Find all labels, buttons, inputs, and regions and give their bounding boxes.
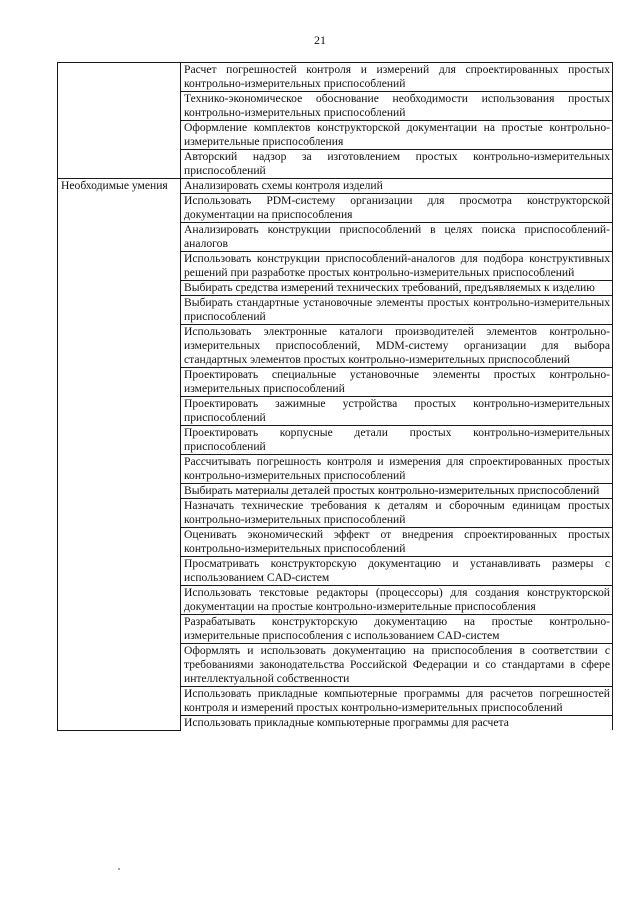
item-text-cell: Проектировать корпусные детали простых контрольно-измерительных приспособлений bbox=[181, 426, 613, 455]
item-text-cell: Технико-экономическое обоснование необходимости использования простых контрольно-измерительных приспособлений bbox=[181, 92, 613, 121]
item-text-cell: Проектировать специальные установочные элементы простых контрольно-измерительных приспособлений bbox=[181, 368, 613, 397]
section-label-cell bbox=[58, 63, 181, 179]
item-text-cell: Использовать PDM-систему организации для просмотра конструкторской документации на приспособления bbox=[181, 194, 613, 223]
item-text-cell: Оформлять и использовать документацию на приспособления в соответствии с требованиями законодательства Российской Федерации и со стандартами в сфере интеллектуальной собственности bbox=[181, 644, 613, 687]
scan-speck bbox=[118, 868, 120, 870]
item-text-cell: Использовать прикладные компьютерные программы для расчетов погрешностей контроля и измерений простых контрольно-измерительных приспособлений bbox=[181, 687, 613, 716]
item-text-cell: Анализировать схемы контроля изделий bbox=[181, 179, 613, 194]
item-text-cell: Проектировать зажимные устройства простых контрольно-измерительных приспособлений bbox=[181, 397, 613, 426]
competency-table bbox=[57, 62, 613, 731]
item-text-cell: Использовать прикладные компьютерные программы для расчета bbox=[181, 716, 613, 731]
item-text-cell: Расчет погрешностей контроля и измерений для спроектированных простых контрольно-измерительных приспособлений bbox=[181, 63, 613, 92]
item-text-cell: Анализировать конструкции приспособлений в целях поиска приспособлений-аналогов bbox=[181, 223, 613, 252]
table-body bbox=[58, 63, 613, 731]
item-text-cell: Авторский надзор за изготовлением простых контрольно-измерительных приспособлений bbox=[181, 150, 613, 179]
item-text-cell: Назначать технические требования к деталям и сборочным единицам простых контрольно-измерительных приспособлений bbox=[181, 499, 613, 528]
table-row bbox=[58, 63, 613, 92]
section-label-cell: Необходимые умения bbox=[58, 179, 181, 731]
item-text-cell: Выбирать средства измерений технических требований, предъявляемых к изделию bbox=[181, 281, 613, 296]
page-number: 21 bbox=[314, 33, 326, 47]
item-text-cell: Использовать конструкции приспособлений-аналогов для подбора конструктивных решений при разработке простых контрольно-измерительных приспособлений bbox=[181, 252, 613, 281]
item-text-cell: Просматривать конструкторскую документацию и устанавливать размеры с использованием CAD-систем bbox=[181, 557, 613, 586]
item-text-cell: Рассчитывать погрешность контроля и измерения для спроектированных простых контрольно-измерительных приспособлений bbox=[181, 455, 613, 484]
item-text-cell: Выбирать материалы деталей простых контрольно-измерительных приспособлений bbox=[181, 484, 613, 499]
item-text-cell: Использовать электронные каталоги производителей элементов контрольно-измерительных приспособлений, MDM-систему организации для выбора стандартных элементов простых контрольно-измерительных приспособлений bbox=[181, 325, 613, 368]
item-text-cell: Выбирать стандартные установочные элементы простых контрольно-измерительных приспособлений bbox=[181, 296, 613, 325]
item-text-cell: Разрабатывать конструкторскую документацию на простые контрольно-измерительные приспособления с использованием CAD-систем bbox=[181, 615, 613, 644]
item-text-cell: Использовать текстовые редакторы (процессоры) для создания конструкторской документации на простые контрольно-измерительные приспособления bbox=[181, 586, 613, 615]
item-text-cell: Оформление комплектов конструкторской документации на простые контрольно-измерительные приспособления bbox=[181, 121, 613, 150]
item-text-cell: Оценивать экономический эффект от внедрения спроектированных простых контрольно-измерительных приспособлений bbox=[181, 528, 613, 557]
table-row bbox=[58, 179, 613, 194]
